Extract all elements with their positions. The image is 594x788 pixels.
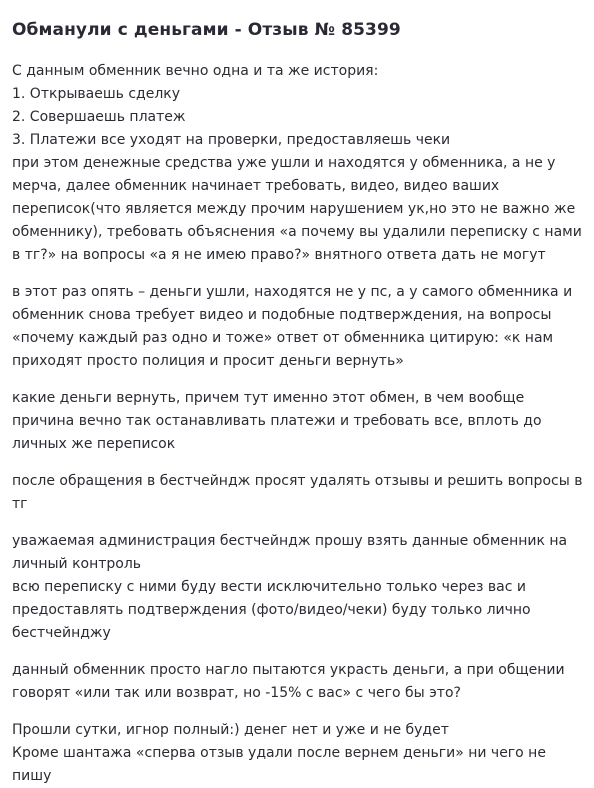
- review-text-line: переписок(что является между прочим нарушением ук,но это не важно же: [12, 201, 576, 217]
- review-text-line: личных же переписок: [12, 436, 176, 452]
- review-text-line: пишу: [12, 768, 52, 784]
- review-text-line: Прошли сутки, игнор полный:) денег нет и уже и не будет: [12, 722, 449, 738]
- review-text-line: в этот раз опять – деньги ушли, находятся не у пс, а у самого обменника и: [12, 284, 573, 300]
- review-title: Обманули с деньгами - Отзыв № 85399: [12, 20, 401, 40]
- review-text-line: 3. Платежи все уходят на проверки, предоставляешь чеки: [12, 132, 451, 148]
- review-text-line: 2. Совершаешь платеж: [12, 109, 186, 125]
- review-paragraph: [12, 470, 588, 516]
- review-text-line: мерча, далее обменник начинает требовать, видео, видео ваших: [12, 178, 500, 194]
- review-paragraph: [12, 281, 588, 373]
- review-text-line: всю переписку с ними буду вести исключительно только через вас и: [12, 579, 526, 595]
- review-text-line: в тг?» на вопросы «а я не имею право?» внятного ответа дать не могут: [12, 247, 546, 263]
- review-paragraph: [12, 387, 588, 456]
- review-text-line: обменнику), требовать объяснения «а почему вы удалили переписку с нами: [12, 224, 582, 240]
- review-text-line: «почему каждый раз одно и тоже» ответ от обменника цитирую: «к нам: [12, 330, 554, 346]
- review-paragraph: [12, 530, 588, 645]
- review-text-line: при этом денежные средства уже ушли и находятся у обменника, а не у: [12, 155, 556, 171]
- review-text-line: личный контроль: [12, 556, 142, 572]
- review-text-line: Кроме шантажа «сперва отзыв удали после вернем деньги» ни чего не: [12, 745, 546, 761]
- review-text-line: приходят просто полиция и просит деньги вернуть»: [12, 353, 404, 369]
- review-paragraph: [12, 719, 588, 788]
- review-text-line: причина вечно так останавливать платежи и требовать все, вплоть до: [12, 413, 542, 429]
- review-text-line: уважаемая администрация бестчейндж прошу взять данные обменник на: [12, 533, 568, 549]
- review-text-line: бестчейнджу: [12, 625, 111, 641]
- review-text-line: 1. Открываешь сделку: [12, 86, 181, 102]
- review-paragraph: [12, 659, 588, 705]
- review-text-line: говорят «или так или возврат, но -15% с вас» с чего бы это?: [12, 685, 461, 701]
- review-text-line: С данным обменник вечно одна и та же история:: [12, 63, 379, 79]
- review-text-line: какие деньги вернуть, причем тут именно этот обмен, в чем вообще: [12, 390, 525, 406]
- review-text-line: предоставлять подтверждения (фото/видео/чеки) буду только лично: [12, 602, 531, 618]
- review-text-line: после обращения в бестчейндж просят удалять отзывы и решить вопросы в: [12, 473, 583, 489]
- review-text-line: данный обменник просто нагло пытаются украсть деньги, а при общении: [12, 662, 565, 678]
- review-text-line: обменник снова требует видео и подобные подтверждения, на вопросы: [12, 307, 552, 323]
- review-body: [12, 60, 588, 788]
- review-paragraph: [12, 60, 588, 267]
- review: [12, 16, 588, 788]
- review-text-line: тг: [12, 496, 28, 512]
